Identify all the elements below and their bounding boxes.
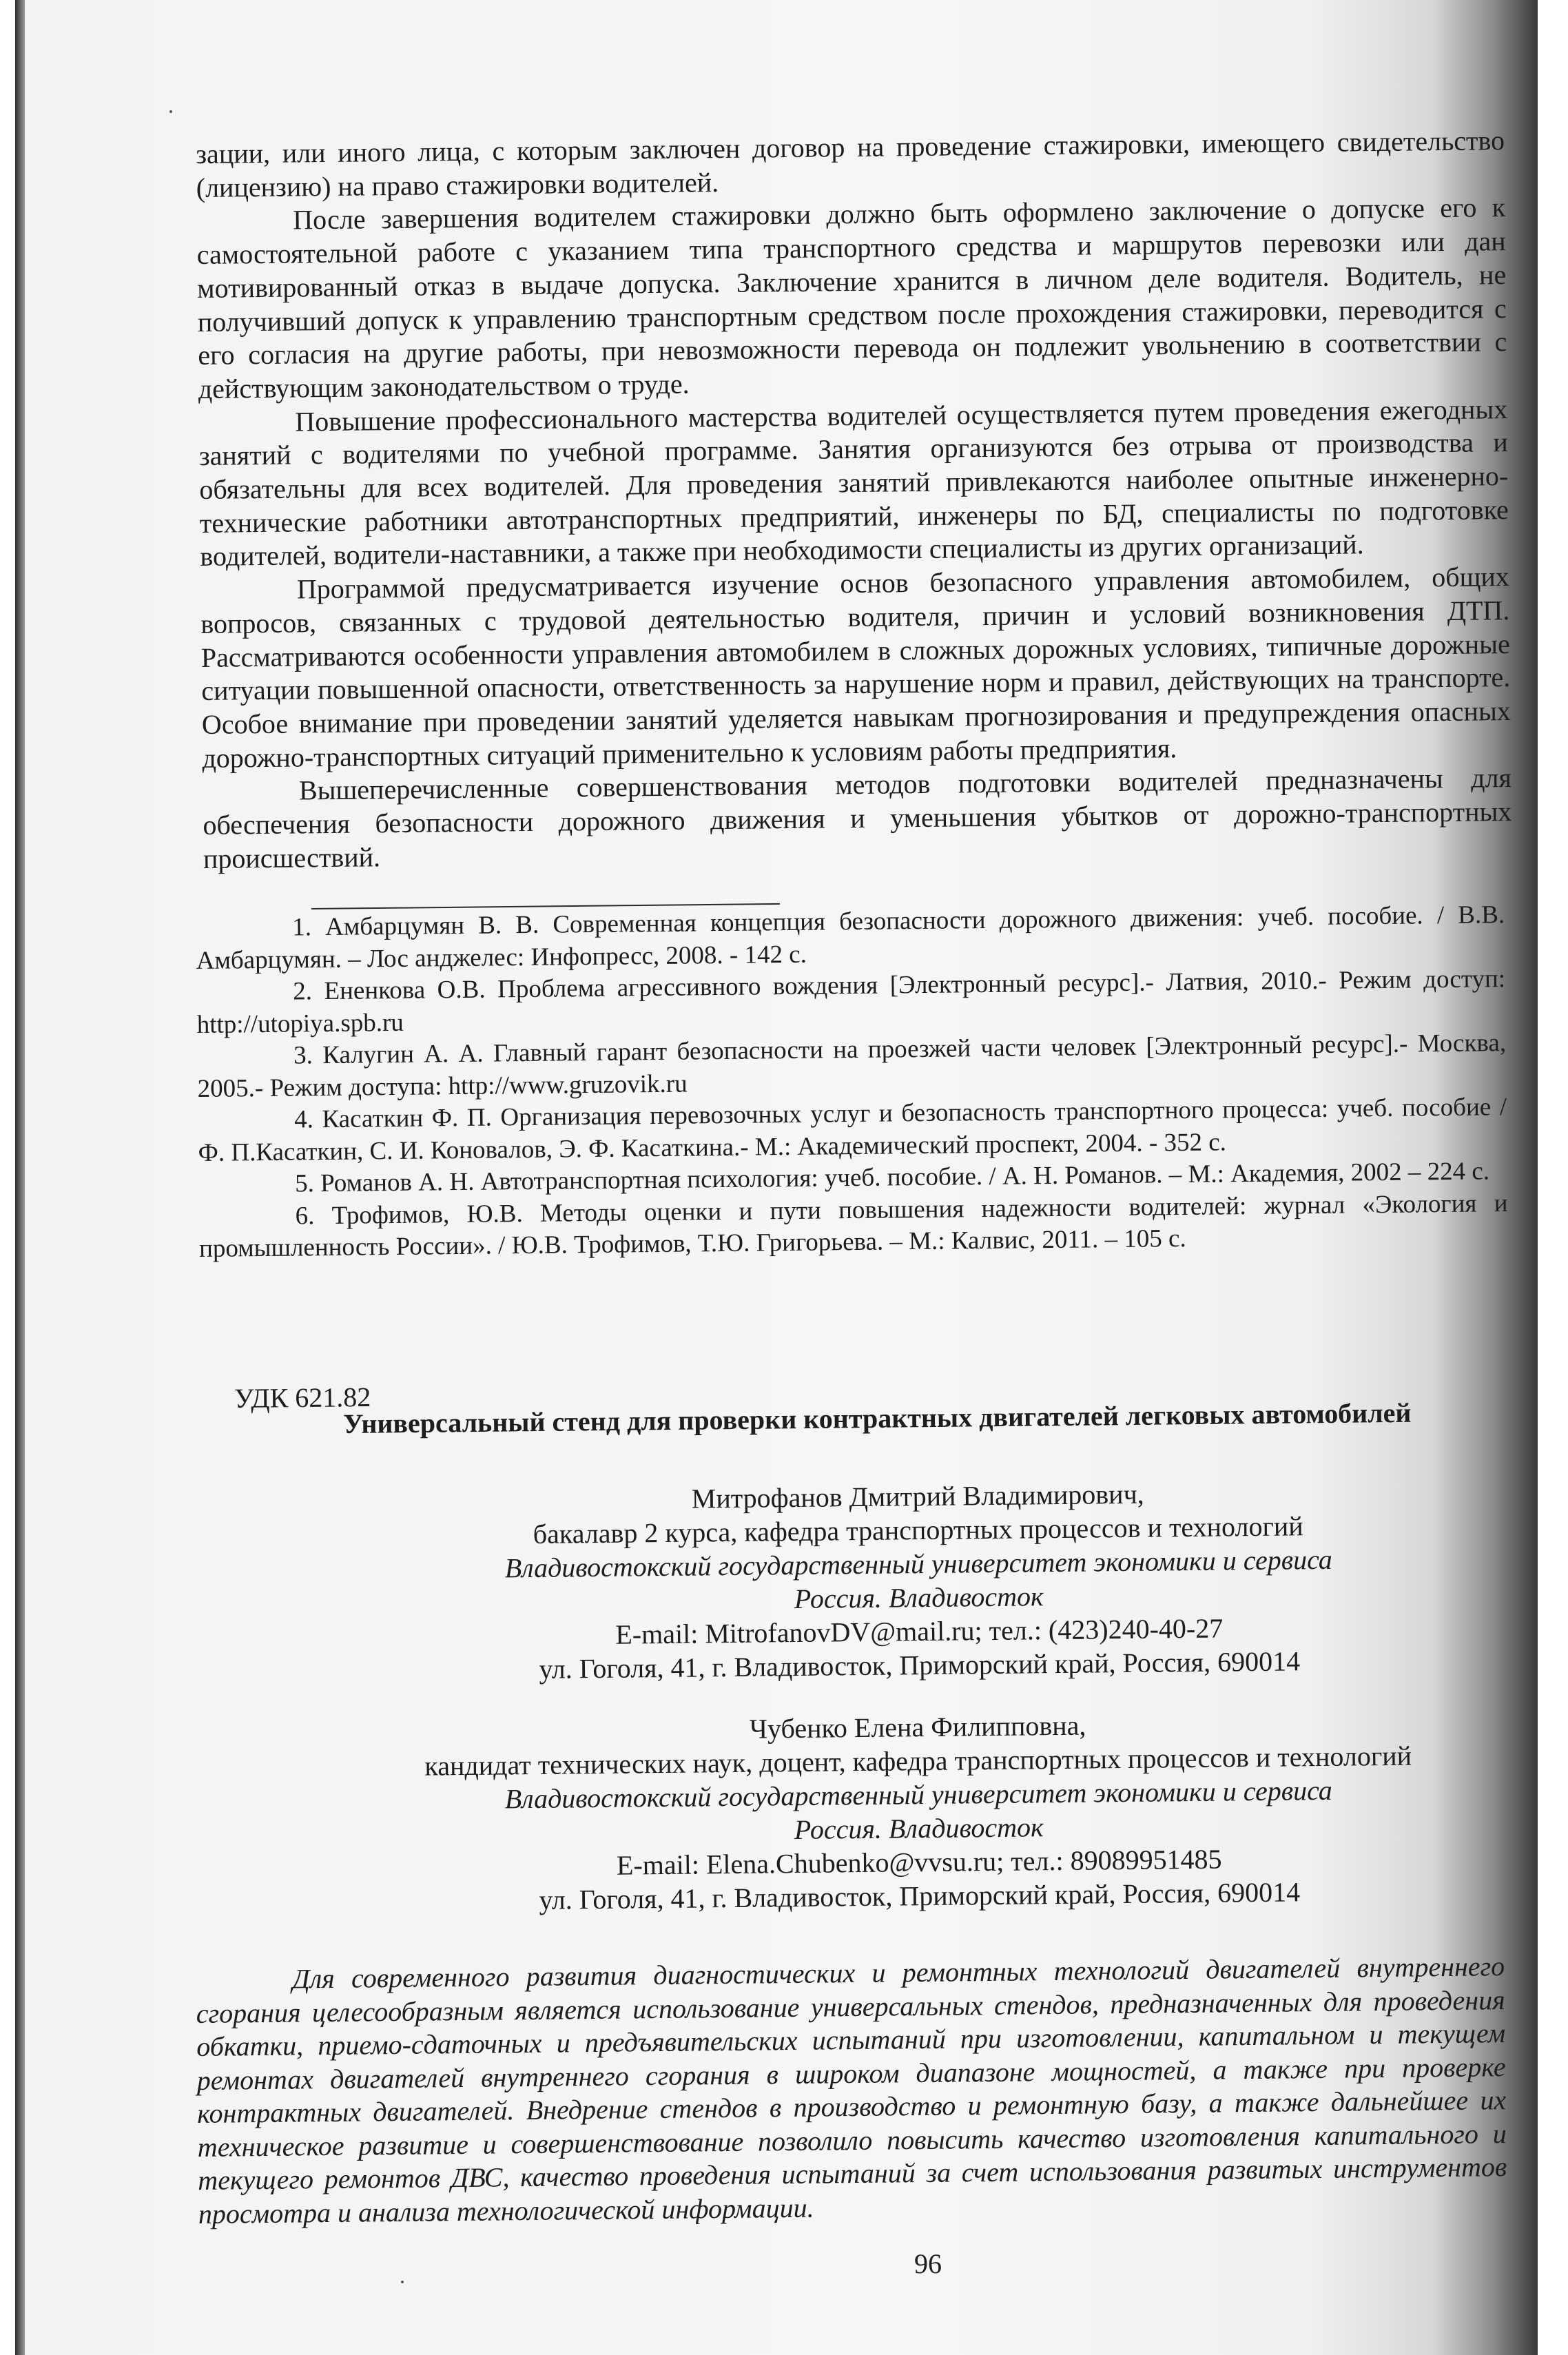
reference-item: 4. Касаткин Ф. П. Организация перевозочных услуг и безопасность транспортного процесса: учеб. пособие / Ф. П.Касаткин, С. И. Коновалов, Э. Ф. Касаткина.- М.: Академический проспект, 2004. - 352 с. [198,1093,1507,1167]
scan-speck [169,110,172,113]
author-position: кандидат технических наук, доцент, кафедра транспортных процессов и технологий [424,1740,1412,1782]
author-block [401,1474,1436,1687]
reference-list [196,899,1508,1265]
paragraph: Программой предусматривается изучение основ безопасного управления автомобилем, общих вопросов, связанных с трудовой деятельностью водителя, причин и условий возникновения ДТП. Рассматриваются особенности управления автомобилем в сложных дорожных условиях, типичные дорожные ситуации повышенной опасности, ответственность за нарушение норм и правил, действующих на транспорте. Особое внимание при проведении занятий уделяется навыкам прогнозирования и предупреждения опасных дорожно-транспортных ситуаций применительно к условиям работы предприятия. [200,561,1512,774]
paragraph: зации, или иного лица, с которым заключен договор на проведение стажировки, имеющего свидетельство (лицензию) на право стажировки водителей. [196,125,1505,203]
author-contacts: E-mail: Elena.Chubenko@vvsu.ru; тел.: 89089951485 [616,1843,1222,1881]
author-address: ул. Гоголя, 41, г. Владивосток, Приморский край, Россия, 690014 [539,1645,1301,1685]
author-university: Владивостокский государственный университет экономики и сервиса [504,1774,1333,1815]
abstract [196,1950,1507,2231]
reference-item: 6. Трофимов, Ю.В. Методы оценки и пути повышения надежности водителей: журнал «Экология и промышленность России». / Ю.В. Трофимов, Т.Ю. Григорьева. – М.: Калвис, 2011. – 105 с. [198,1189,1508,1263]
author-location: Россия. Владивосток [794,1811,1044,1846]
author-block [401,1705,1436,1918]
scan-speck [401,2281,404,2283]
author-university: Владивостокский государственный университет экономики и сервиса [504,1543,1333,1584]
paragraph: После завершения водителем стажировки должно быть оформлено заключение о допуске его к самостоятельной работе с указанием типа транспортного средства и маршрутов перевозки или дан мотивированный отказ в выдаче допуска. Заключение хранится в личном деле водителя. Водитель, не получивший допуск к управлению транспортным средством после прохождения стажировки, переводится с его согласия на другие работы, при невозможности перевода он подлежит увольнению в соответствии с действующим законодательством о труде. [196,192,1507,404]
article-title: Универсальный стенд для проверки контрактных двигателей легковых автомобилей [343,1397,1412,1439]
paragraph: Вышеперечисленные совершенствования методов подготовки водителей предназначены для обеспечения безопасности дорожного движения и уменьшения убытков от дорожно-транспортных происшествий. [203,762,1512,874]
abstract-text: Для современного развития диагностических и ремонтных технологий двигателей внутреннего сгорания целесообразным является использование универсальных стендов, предназначенных для проведения обкатки, приемо-сдаточных и предъявительских испытаний при изготовлении, капитальном и текущем ремонтах двигателей внутреннего сгорания в широком диапазоне мощностей, а также при проверке контрактных двигателей. Внедрение стендов в производство и ремонтную базу, а также дальнейшее их техническое развитие и совершенствование позволило повысить качество изготовления капитального и текущего ремонтов ДВС, качество проведения испытаний за счет использования развитых инструментов просмотра и анализа технологической информации. [196,1951,1507,2230]
reference-item: 5. Романов А. Н. Автотранспортная психология: учеб. пособие. / А. Н. Романов. – М.: Академия, 2002 – 224 с. [294,1157,1490,1198]
reference-item: 1. Амбарцумян В. В. Современная концепция безопасности дорожного движения: учеб. пособие. / В.В. Амбарцумян. – Лос анджелес: Инфопресс, 2008. - 142 с. [196,901,1505,975]
author-location: Россия. Владивосток [794,1581,1044,1615]
body-text [196,124,1512,876]
author-name: Митрофанов Дмитрий Владимирович, [691,1478,1144,1514]
page-number: 96 [914,2248,942,2279]
udk-code: УДК 621.82 [234,1381,371,1415]
author-name: Чубенко Елена Филипповна, [749,1709,1086,1745]
author-position: бакалавр 2 курса, кафедра транспортных процессов и технологий [533,1510,1303,1550]
author-address: ул. Гоголя, 41, г. Владивосток, Приморский край, Россия, 690014 [539,1876,1301,1915]
author-contacts: E-mail: MitrofanovDV@mail.ru; тел.: (423)240-40-27 [615,1612,1224,1650]
paragraph: Повышение профессионального мастерства водителей осуществляется путем проведения ежегодных занятий с водителями по учебной программе. Занятия организуются без отрыва от производства и обязательны для всех водителей. Для проведения занятий привлекаются наиболее опытные инженерно-технические работники автотранспортных предприятий, инженеры по БД, специалисты по подготовке водителей, водители-наставники, а также при необходимости специалисты из других организаций. [198,393,1509,573]
reference-item: 3. Калугин А. А. Главный гарант безопасности на проезжей части человек [Электронный ресурс].- Москва, 2005.- Режим доступа: http://www.gruzovik.ru [197,1029,1507,1103]
reference-item: 2. Ененкова О.В. Проблема агрессивного вождения [Электронный ресурс].- Латвия, 2010.- Режим доступ: http://utopiya.spb.ru [196,965,1506,1039]
scanned-page [15,0,1538,2355]
